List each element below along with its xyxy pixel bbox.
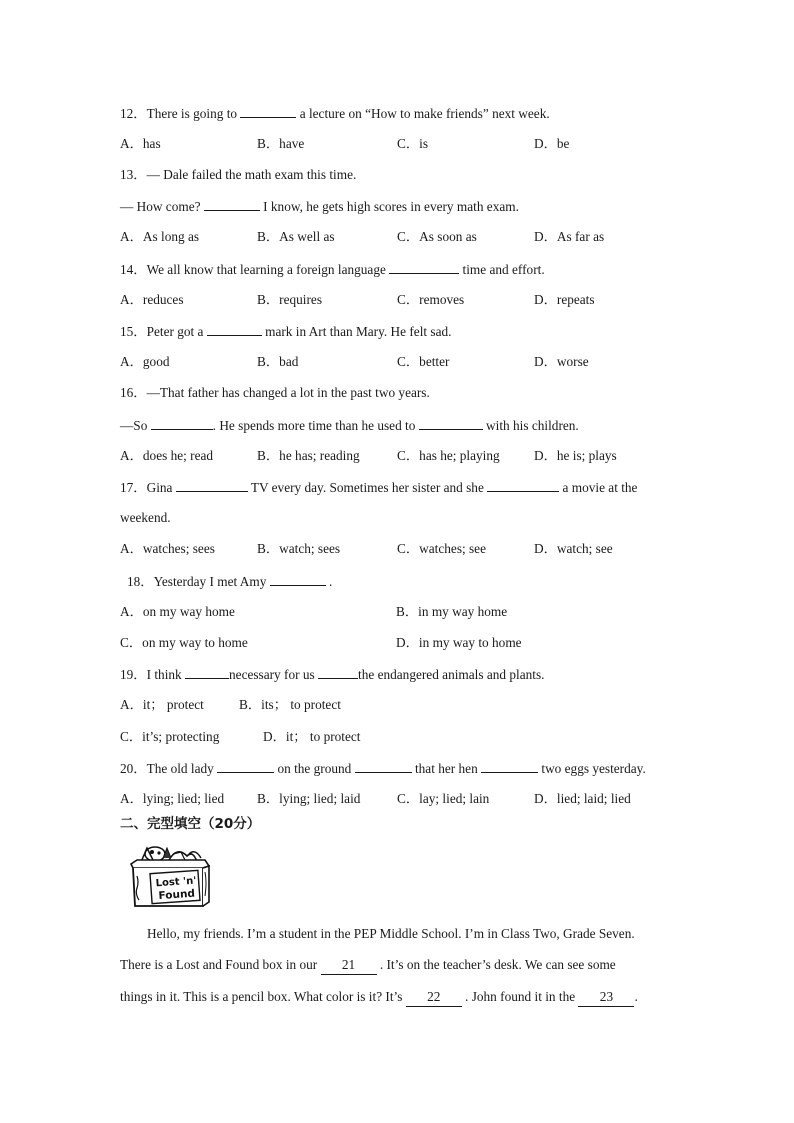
option-c: C．has he; playing <box>397 448 500 463</box>
option-b: B．he has; reading <box>257 448 360 463</box>
option-b: B．requires <box>257 292 322 307</box>
answer-blank <box>389 260 459 274</box>
answer-blank <box>270 572 326 586</box>
answer-blank <box>151 416 213 430</box>
option-b: B．its； to protect <box>239 697 341 712</box>
answer-blank <box>481 759 538 773</box>
option-c: C．on my way to home <box>120 635 248 650</box>
option-c: C．watches; see <box>397 541 486 556</box>
option-d: D．As far as <box>534 229 605 244</box>
answer-blank <box>355 759 412 773</box>
answer-blank <box>419 416 483 430</box>
question-15: 15．Peter got a mark in Art than Mary. He felt sad. <box>120 324 452 339</box>
option-c: C．is <box>397 136 429 151</box>
option-c: C．lay; lied; lain <box>397 791 490 806</box>
question-17: 17．Gina TV every day. Sometimes her sister and she a movie at the <box>120 480 638 495</box>
passage-line-2: There is a Lost and Found box in our 21 . It’s on the teacher’s desk. We can see some <box>120 956 680 975</box>
question-20: 20．The old lady on the ground that her hen two eggs yesterday. <box>120 761 646 776</box>
question-14: 14．We all know that learning a foreign language time and effort. <box>120 262 545 277</box>
option-d: D．be <box>534 136 570 151</box>
section-heading: 二、完型填空（20分） <box>120 816 261 832</box>
question-12: 12．There is going to a lecture on “How to make friends” next week. <box>120 106 550 121</box>
question-16-reply: —So . He spends more time than he used to with his children. <box>120 418 579 433</box>
option-b: B．have <box>257 136 305 151</box>
answer-blank <box>318 665 358 679</box>
answer-blank <box>207 322 262 336</box>
sign-text-line1: Lost 'n' <box>155 875 197 890</box>
answer-blank <box>217 759 274 773</box>
question-number: 12． <box>120 106 147 121</box>
blank-21: 21 <box>321 956 377 975</box>
option-a: A．lying; lied; lied <box>120 791 225 806</box>
option-a: A．reduces <box>120 292 184 307</box>
blank-22: 22 <box>406 988 462 1007</box>
option-a: A．on my way home <box>120 604 235 619</box>
passage-line-1: Hello, my friends. I’m a student in the PEP Middle School. I’m in Class Two, Grade Seven. <box>147 926 635 941</box>
option-d: D．repeats <box>534 292 595 307</box>
option-a: A．good <box>120 354 170 369</box>
option-c: C．it’s; protecting <box>120 729 220 744</box>
option-d: D．lied; laid; lied <box>534 791 631 806</box>
lost-and-found-box-illustration <box>123 842 213 912</box>
option-d: D．it； to protect <box>263 729 361 744</box>
answer-blank <box>204 197 260 211</box>
option-d: D．in my way to home <box>396 635 522 650</box>
answer-blank <box>240 104 296 118</box>
blank-23: 23 <box>578 988 634 1007</box>
answer-blank <box>185 665 229 679</box>
question-13-reply: — How come? I know, he gets high scores in every math exam. <box>120 199 519 214</box>
option-c: C．As soon as <box>397 229 477 244</box>
question-16: 16．—That father has changed a lot in the past two years. <box>120 385 430 400</box>
option-b: B．As well as <box>257 229 335 244</box>
answer-blank <box>487 478 559 492</box>
question-18: 18．Yesterday I met Amy . <box>127 574 333 589</box>
option-a: A．it； protect <box>120 697 204 712</box>
option-a: A．has <box>120 136 161 151</box>
option-b: B．watch; sees <box>257 541 341 556</box>
option-a: A．As long as <box>120 229 200 244</box>
box-icon <box>123 842 213 912</box>
question-17-continued: weekend. <box>120 510 171 525</box>
option-d: D．worse <box>534 354 589 369</box>
option-a: A．watches; sees <box>120 541 215 556</box>
question-19: 19．I think necessary for us the endangered animals and plants. <box>120 667 545 682</box>
question-13: 13．— Dale failed the math exam this time. <box>120 167 357 182</box>
option-b: B．bad <box>257 354 299 369</box>
sign-text-line2: Found <box>158 887 196 903</box>
passage-line-3: things in it. This is a pencil box. What color is it? It’s 22 . John found it in the 23 . <box>120 988 680 1007</box>
answer-blank <box>176 478 248 492</box>
option-a: A．does he; read <box>120 448 214 463</box>
option-b: B．lying; lied; laid <box>257 791 361 806</box>
option-c: C．removes <box>397 292 465 307</box>
option-d: D．he is; plays <box>534 448 617 463</box>
option-b: B．in my way home <box>396 604 508 619</box>
option-d: D．watch; see <box>534 541 613 556</box>
option-c: C．better <box>397 354 450 369</box>
